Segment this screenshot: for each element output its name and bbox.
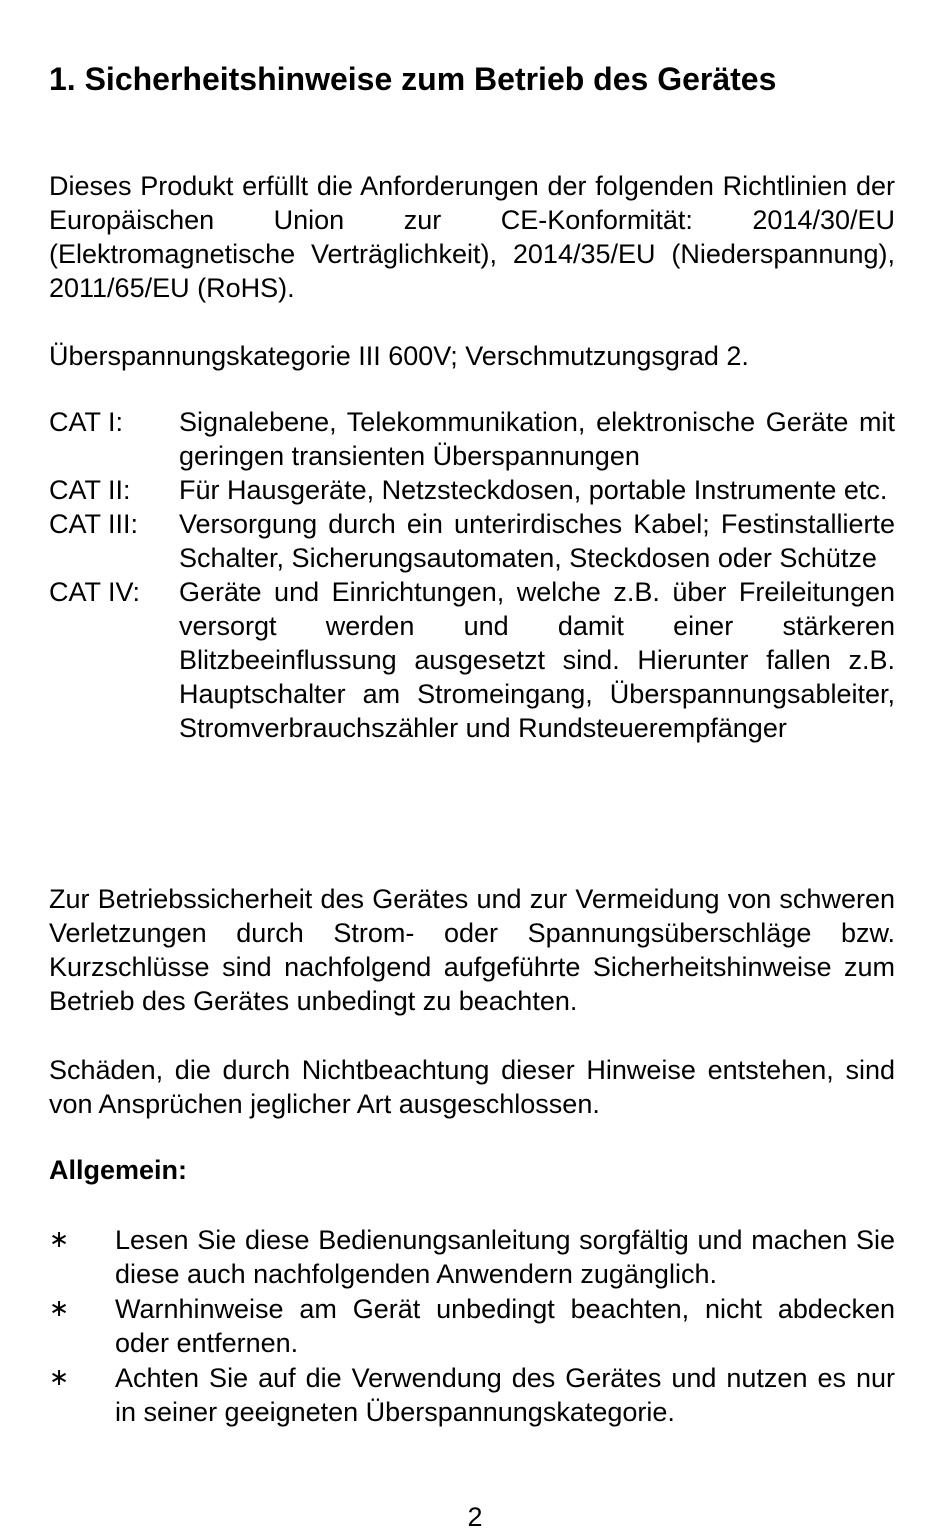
category-text: Geräte und Einrichtungen, welche z.B. über Freileitungen versorgt werden und damit einer stärkeren Blitzbeeinflussung ausgesetzt sind. Hierunter fallen z.B. Hauptschalter am Stromeingang, Überspannungsableiter, Stromverbrauchszähler und Rundsteuerempfänger [179,577,895,743]
asterisk-bullet-icon: ∗ [49,1226,70,1253]
category-label: CAT I: [49,407,124,437]
category-item [49,405,895,473]
damage-paragraph: Schäden, die durch Nichtbeachtung dieser Hinweise entstehen, sind von Ansprüchen jeglicher Art ausgeschlossen. [49,1055,895,1119]
asterisk-bullet-icon: ∗ [49,1295,70,1322]
asterisk-bullet-icon: ∗ [49,1364,70,1391]
safety-paragraph: Zur Betriebssicherheit des Gerätes und zur Vermeidung von schweren Verletzungen durch Strom- oder Spannungsüberschläge bzw. Kurzschlüsse sind nachfolgend aufgeführte Sicherheitshinweise zum Betrieb des Gerätes unbedingt zu beachten. [49,884,895,1016]
category-label: CAT III: [49,509,139,539]
general-heading: Allgemein: [49,1155,188,1185]
list-item [49,1361,895,1429]
intro-paragraph: Dieses Produkt erfüllt die Anforderungen der folgenden Richtlinien der Europäischen Union zur CE-Konformität: 2014/30/EU (Elektromagnetische Verträglichkeit), 2014/35/EU (Niederspannung), 2011/65/EU (RoHS). [49,171,895,303]
category-item [49,473,895,507]
page-number: 2 [467,1502,483,1532]
category-item [49,575,895,745]
list-item-text: Lesen Sie diese Bedienungsanleitung sorgfältig und machen Sie diese auch nachfolgenden Anwendern zugänglich. [115,1225,895,1289]
list-item [49,1223,895,1291]
list-item [49,1292,895,1360]
category-text: Für Hausgeräte, Netzsteckdosen, portable Instrumente etc. [179,475,888,505]
category-label: CAT II: [49,475,131,505]
list-item-text: Achten Sie auf die Verwendung des Gerätes und nutzen es nur in seiner geeigneten Überspannungskategorie. [115,1363,895,1427]
page-title: 1. Sicherheitshinweise zum Betrieb des Gerätes [49,61,777,97]
category-text: Signalebene, Telekommunikation, elektronische Geräte mit geringen transienten Überspannungen [179,407,895,471]
list-item-text: Warnhinweise am Gerät unbedingt beachten, nicht abdecken oder entfernen. [115,1294,895,1358]
category-text: Versorgung durch ein unterirdisches Kabel; Festinstallierte Schalter, Sicherungsautomaten, Steckdosen oder Schütze [179,509,895,573]
category-item [49,507,895,575]
category-label: CAT IV: [49,577,141,607]
bullet-list [49,1223,895,1430]
category-line: Überspannungskategorie III 600V; Verschmutzungsgrad 2. [49,341,749,371]
category-list [49,405,895,745]
